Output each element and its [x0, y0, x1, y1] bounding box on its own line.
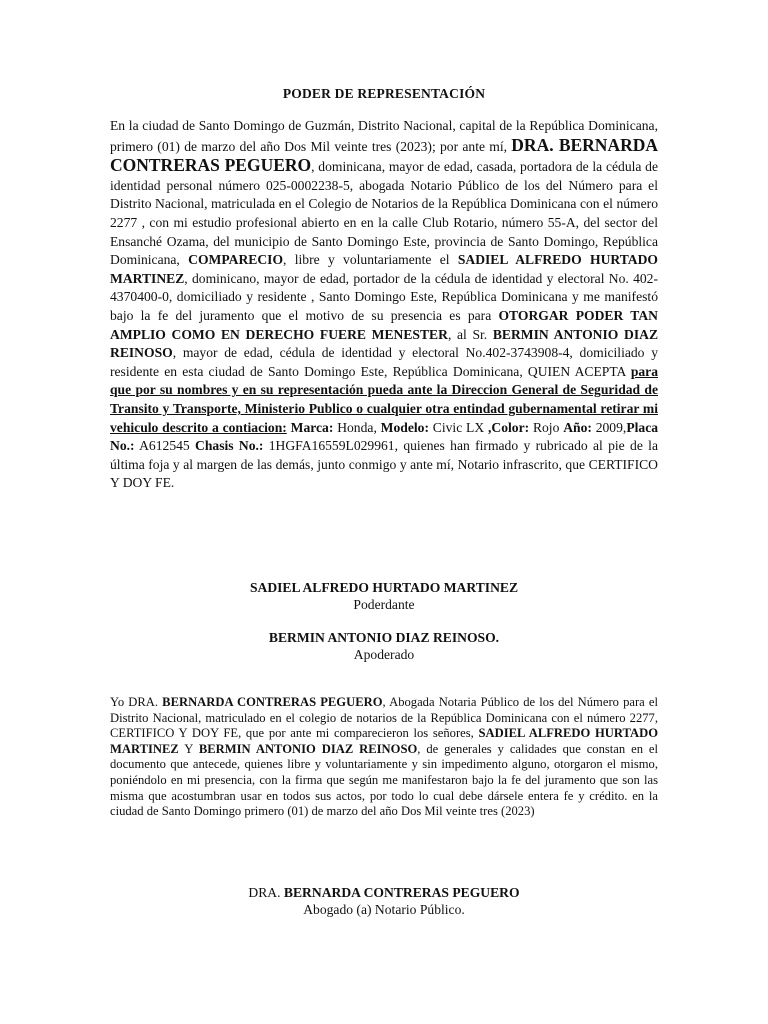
- grantor-name: SADIEL ALFREDO HURTADO MARTINEZ: [110, 726, 658, 756]
- notary-signature-role: Abogado (a) Notario Público.: [303, 902, 465, 917]
- attorney-name: BERMIN ANTONIO DIAZ REINOSO: [198, 741, 418, 756]
- notary-title-prefix: DRA.: [248, 885, 284, 900]
- notary-name: DRA. BERNARDA CONTRERAS PEGUERO: [110, 134, 658, 176]
- notary-signature-block: [110, 884, 658, 918]
- vehicle-year: 2009,: [591, 419, 627, 435]
- attorney-signature-role: Apoderado: [353, 647, 415, 662]
- attorney-name: BERMIN ANTONIO DIAZ REINOSO: [110, 326, 659, 361]
- vehicle-brand-label: Marca:: [290, 419, 334, 435]
- vehicle-plate-label: Placa No.:: [110, 419, 659, 454]
- grantor-signature-block: [110, 579, 658, 613]
- grantor-signature-name: SADIEL ALFREDO HURTADO MARTINEZ: [249, 580, 519, 595]
- text-segment: , de generales y calidades que constan en el documento que antecede, quienes libre y voluntariamente y sin impedimento alguno, otorgaron el mismo, poniéndolo en mi presencia, con la firma que según me manifestaron bajo la fe del juramento que son las misma que acostumbran usar en todos sus actos, por todo lo cual debe dársele entera fe y crédito. en la ciudad de Santo Domingo primero (01) de marzo del año Dos Mil veinte tres (2023): [110, 741, 658, 819]
- comparecio-label: COMPARECIO: [188, 252, 284, 268]
- text-segment: , dominicana, mayor de edad, casada, portadora de la cédula de identidad personal número 025-0002238-5, abogada Notario Público de los del Número para el Distrito Nacional, matriculada en el Colegio de Notarios de la República Dominicana con el número 2277 , con mi estudio profesional abierto en en la calle Club Rotario, número 55-A, del sector del Ensanché Ozama, del municipio de Santo Domingo Este, provincia de Santo Domingo, República Dominicana,: [110, 159, 658, 268]
- vehicle-color: Rojo: [529, 419, 564, 435]
- vehicle-model: Civic LX: [428, 419, 488, 435]
- vehicle-chassis: 1HGFA16559L029961: [263, 438, 395, 454]
- grantor-name: SADIEL ALFREDO HURTADO MARTINEZ: [110, 252, 658, 286]
- vehicle-color-label: ,Color:: [487, 419, 530, 435]
- notary-certification-paragraph: [110, 695, 658, 820]
- text-segment: Yo DRA.: [110, 695, 163, 709]
- notary-signature-line: [110, 884, 658, 901]
- grantor-signature-role: Poderdante: [353, 597, 415, 612]
- text-segment: En la ciudad de Santo Domingo de Guzmán, Distrito Nacional, capital de la República Dominicana, primero (01) de marzo del año Dos Mil veinte tres (2023); por ante mí,: [110, 118, 658, 154]
- vehicle-brand: Honda,: [333, 419, 381, 435]
- notary-signature-name: BERNARDA CONTRERAS PEGUERO: [283, 885, 520, 900]
- vehicle-plate: A612545: [134, 438, 196, 454]
- text-segment: , dominicano, mayor de edad, portador de la cédula de identidad y electoral No. 402-4370400-0, domiciliado y residente , Santo Domingo Este, República Dominicana y me manifestó bajo la fe del juramento que el motivo de su presencia es para: [110, 270, 658, 323]
- text-segment: , al Sr.: [447, 326, 493, 342]
- power-of-attorney-paragraph: [110, 117, 658, 493]
- text-segment: , Abogada Notaria Público de los del Número para el Distrito Nacional, matriculado en el colegio de notarios de la República Dominicana con el número 2277, CERTIFICO Y DOY FE, que por ante mi comparecieron los señores,: [110, 695, 658, 741]
- attorney-signature-block: [110, 629, 658, 663]
- purpose-clause: para que por su nombres y en su representación pueda ante la Direccion General de Seguridad de Transito y Transporte, Ministerio Publico o cualquier otra entindad gubernamental retirar mi vehiculo descrito a contiacion:: [110, 363, 658, 435]
- grant-clause: OTORGAR PODER TAN AMPLIO COMO EN DERECHO FUERE MENESTER: [110, 307, 658, 342]
- vehicle-chassis-label: Chasis No.:: [195, 438, 264, 454]
- text-segment: , mayor de edad, cédula de identidad y electoral No.402-3743908-4, domiciliado y residente en esta ciudad de Santo Domingo Este, República Dominicana, QUIEN ACEPTA: [110, 345, 658, 379]
- vehicle-model-label: Modelo:: [380, 419, 429, 435]
- attorney-signature-name: BERMIN ANTONIO DIAZ REINOSO.: [268, 630, 500, 645]
- vehicle-year-label: Año:: [563, 419, 592, 435]
- notary-name: BERNARDA CONTRERAS PEGUERO: [162, 695, 383, 709]
- text-segment: , libre y voluntariamente el: [283, 252, 458, 268]
- document-title: PODER DE REPRESENTACIÓN: [282, 86, 486, 101]
- text-segment: Y: [178, 741, 199, 756]
- text-segment: , quienes han firmado y rubricado al pie de la última foja y al margen de las demás, junto conmigo y ante mí, Notario infrascrito, que CERTIFICO Y DOY FE.: [110, 438, 658, 491]
